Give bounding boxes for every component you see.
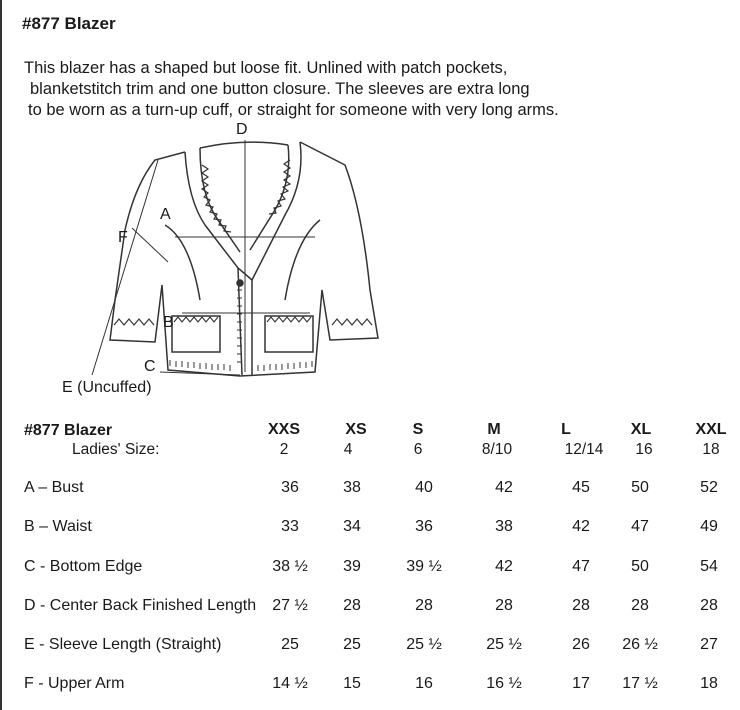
table-cell: 28 (572, 597, 590, 614)
table-cell: 49 (700, 518, 718, 535)
pocket-right (265, 316, 313, 352)
table-cell: 28 (631, 597, 649, 614)
blanket-stitch-cuff-left (114, 319, 154, 325)
blazer-outline (110, 142, 378, 376)
size-number: 8/10 (481, 441, 513, 458)
table-cell: 16 ½ (486, 675, 522, 692)
table-cell: 14 ½ (272, 675, 308, 692)
description-line: to be worn as a turn-up cuff, or straight for someone with very long arms. (28, 101, 559, 119)
measure-line-e (92, 160, 158, 375)
table-cell: 25 (281, 636, 299, 653)
description-line: This blazer has a shaped but loose fit. Unlined with patch pockets, (24, 59, 508, 77)
table-cell: 47 (631, 518, 649, 535)
table-title: #877 Blazer (24, 422, 113, 439)
blanket-stitch-cuff-right (332, 319, 372, 325)
table-cell: 40 (415, 479, 433, 496)
table-cell: 39 (343, 558, 361, 575)
page-title: #877 Blazer (22, 14, 116, 33)
size-number: 16 (635, 441, 653, 458)
row-label: A – Bust (24, 479, 84, 496)
table-cell: 52 (700, 479, 718, 496)
table-cell: 39 ½ (406, 558, 442, 575)
button (237, 280, 243, 286)
size-number: 12/14 (564, 441, 604, 458)
size-header: XXS (267, 421, 300, 438)
table-cell: 18 (700, 675, 718, 692)
table-cell: 28 (415, 597, 433, 614)
description (24, 58, 724, 121)
table-cell: 36 (415, 518, 433, 535)
size-header: XL (630, 421, 652, 438)
collar-left-inner (200, 148, 240, 252)
table-cell: 25 ½ (486, 636, 522, 653)
blanket-stitch-collar-right (269, 160, 290, 214)
pocket-left (172, 316, 220, 352)
table-cell: 50 (631, 479, 649, 496)
label-f: F (118, 229, 128, 246)
table-cell: 42 (495, 558, 513, 575)
size-header: XS (345, 421, 367, 438)
table-cell: 25 ½ (406, 636, 442, 653)
size-header: XXL (695, 421, 727, 438)
size-header: L (561, 421, 571, 438)
table-cell: 47 (572, 558, 590, 575)
blanket-stitch-pocket-right (267, 317, 311, 322)
table-cell: 36 (281, 479, 299, 496)
table-cell: 34 (343, 518, 361, 535)
blanket-stitch-pocket-left (174, 317, 218, 322)
row-label: C - Bottom Edge (24, 558, 143, 575)
row-label: E - Sleeve Length (Straight) (24, 636, 222, 653)
size-header: M (487, 421, 501, 438)
table-cell: 17 ½ (622, 675, 658, 692)
table-cell: 38 (495, 518, 513, 535)
row-label: D - Center Back Finished Length (24, 597, 257, 614)
table-cell: 42 (572, 518, 590, 535)
collar-left (185, 152, 252, 280)
table-cell: 28 (343, 597, 361, 614)
table-cell: 25 (343, 636, 361, 653)
table-cell: 50 (631, 558, 649, 575)
label-d: D (236, 121, 248, 138)
size-number: 2 (279, 441, 289, 458)
label-a: A (160, 206, 171, 223)
size-number: 4 (343, 441, 353, 458)
table-cell: 38 (343, 479, 361, 496)
label-c: C (144, 358, 156, 375)
size-number: 6 (413, 441, 423, 458)
blazer-illustration (0, 120, 420, 410)
table-cell: 28 (495, 597, 513, 614)
table-cell: 45 (572, 479, 590, 496)
princess-seam-left (165, 225, 200, 300)
table-cell: 27 ½ (272, 597, 308, 614)
table-cell: 16 (415, 675, 433, 692)
row-label: B – Waist (24, 518, 92, 535)
table-cell: 15 (343, 675, 361, 692)
collar-right (252, 142, 301, 280)
row-label: F - Upper Arm (24, 675, 125, 692)
table-cell: 17 (572, 675, 590, 692)
size-header: S (412, 421, 424, 438)
description-line: blanketstitch trim and one button closure. The sleeves are extra long (30, 80, 530, 98)
table-cell: 27 (700, 636, 718, 653)
table-cell: 54 (700, 558, 718, 575)
label-e: E (Uncuffed) (62, 379, 152, 396)
measure-line-f (132, 228, 168, 262)
size-number: 18 (702, 441, 720, 458)
collar-right-inner (250, 145, 289, 250)
table-cell: 26 ½ (622, 636, 658, 653)
blanket-stitch-collar-left (202, 165, 231, 232)
table-cell: 28 (700, 597, 718, 614)
table-cell: 26 (572, 636, 590, 653)
size-label: Ladies' Size: (72, 441, 160, 458)
neckline (200, 142, 288, 148)
table-cell: 38 ½ (272, 558, 308, 575)
princess-seam-right (285, 220, 320, 300)
label-b: B (163, 314, 174, 331)
table-cell: 42 (495, 479, 513, 496)
table-cell: 33 (281, 518, 299, 535)
